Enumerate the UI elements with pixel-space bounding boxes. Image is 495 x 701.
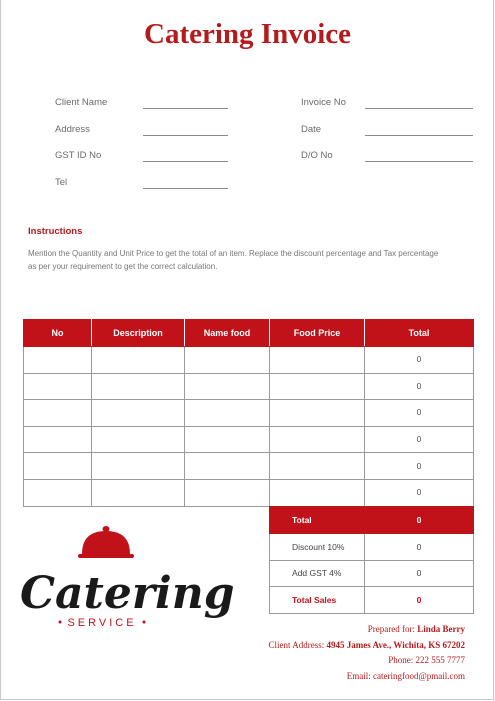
prepared-for-label: Prepared for: bbox=[367, 624, 415, 634]
gst-id-field[interactable] bbox=[143, 161, 228, 162]
table-row bbox=[24, 453, 474, 480]
client-address-value: 4945 James Ave., Wichita, KS 67202 bbox=[326, 639, 465, 650]
cell-no[interactable] bbox=[24, 479, 92, 506]
cell-no[interactable] bbox=[24, 426, 92, 453]
cell-total: 0 bbox=[365, 400, 474, 427]
cell-description[interactable] bbox=[92, 347, 185, 374]
cell-food-price[interactable] bbox=[270, 347, 365, 374]
cell-description[interactable] bbox=[92, 400, 185, 427]
summary-discount-label: Discount 10% bbox=[270, 533, 365, 560]
instructions-heading: Instructions bbox=[28, 226, 83, 237]
summary-gst-value: 0 bbox=[365, 560, 474, 587]
client-name-label: Client Name bbox=[55, 97, 108, 108]
tel-field[interactable] bbox=[143, 188, 228, 189]
client-address-line bbox=[268, 638, 465, 654]
cell-name-food[interactable] bbox=[185, 400, 270, 427]
client-address-label: Client Address: bbox=[268, 639, 325, 650]
summary-total-label: Total bbox=[270, 507, 365, 534]
invoice-no-label: Invoice No bbox=[301, 97, 346, 108]
cell-description[interactable] bbox=[92, 479, 185, 506]
header-food-price: Food Price bbox=[270, 320, 365, 347]
summary-sales-label: Total Sales bbox=[270, 587, 365, 614]
table-row bbox=[24, 400, 474, 427]
cloche-icon bbox=[18, 522, 235, 637]
cell-total: 0 bbox=[365, 426, 474, 453]
header-description: Description bbox=[92, 320, 185, 347]
cell-description[interactable] bbox=[92, 426, 185, 453]
tel-label: Tel bbox=[55, 177, 68, 188]
cell-food-price[interactable] bbox=[270, 426, 365, 453]
date-field[interactable] bbox=[365, 135, 473, 136]
email-line: Email: cateringfood@pmail.com bbox=[346, 670, 465, 681]
cell-no[interactable] bbox=[24, 453, 92, 480]
instructions-text: Mention the Quantity and Unit Price to get the total of an item. Replace the discount percentage and Tax percentage as per your requirement to get the correct calculation. bbox=[28, 249, 439, 271]
do-no-label: D/O No bbox=[301, 150, 333, 161]
summary-total-row bbox=[270, 507, 474, 534]
date-label: Date bbox=[301, 124, 322, 135]
cell-total: 0 bbox=[365, 479, 474, 506]
cell-food-price[interactable] bbox=[270, 479, 365, 506]
client-name-field[interactable] bbox=[143, 108, 228, 109]
address-field[interactable] bbox=[143, 135, 228, 136]
cell-food-price[interactable] bbox=[270, 400, 365, 427]
prepared-block bbox=[268, 622, 465, 684]
logo-script-text: Catering bbox=[20, 568, 235, 619]
items-table bbox=[23, 319, 474, 507]
cell-no[interactable] bbox=[24, 373, 92, 400]
summary-gst-label: Add GST 4% bbox=[270, 560, 365, 587]
table-row bbox=[24, 347, 474, 374]
summary-discount-value: 0 bbox=[365, 533, 474, 560]
cell-name-food[interactable] bbox=[185, 453, 270, 480]
table-header-row bbox=[24, 320, 474, 347]
table-row bbox=[24, 426, 474, 453]
cell-description[interactable] bbox=[92, 373, 185, 400]
cell-description[interactable] bbox=[92, 453, 185, 480]
summary-sales-row bbox=[270, 587, 474, 614]
invoice-no-field[interactable] bbox=[365, 108, 473, 109]
gst-id-label: GST ID No bbox=[55, 150, 102, 161]
summary-gst-row bbox=[270, 560, 474, 587]
table-row bbox=[24, 373, 474, 400]
summary-discount-row bbox=[270, 533, 474, 560]
cell-food-price[interactable] bbox=[270, 453, 365, 480]
do-no-field[interactable] bbox=[365, 161, 473, 162]
table-row bbox=[24, 479, 474, 506]
cell-name-food[interactable] bbox=[185, 426, 270, 453]
summary-total-value: 0 bbox=[365, 507, 474, 534]
cell-total: 0 bbox=[365, 453, 474, 480]
cell-no[interactable] bbox=[24, 347, 92, 374]
summary-sales-value: 0 bbox=[365, 587, 474, 614]
header-no: No bbox=[24, 320, 92, 347]
header-total: Total bbox=[365, 320, 474, 347]
cell-total: 0 bbox=[365, 347, 474, 374]
address-label: Address bbox=[55, 124, 90, 135]
prepared-for-name: Linda Berry bbox=[417, 624, 465, 634]
prepared-for-line bbox=[268, 622, 465, 638]
cell-name-food[interactable] bbox=[185, 479, 270, 506]
page-title: Catering Invoice bbox=[144, 18, 351, 50]
cell-food-price[interactable] bbox=[270, 373, 365, 400]
cell-name-food[interactable] bbox=[185, 347, 270, 374]
cell-no[interactable] bbox=[24, 400, 92, 427]
cell-name-food[interactable] bbox=[185, 373, 270, 400]
phone-line: Phone: 222 555 7777 bbox=[388, 655, 465, 665]
catering-logo bbox=[18, 522, 235, 637]
summary-table bbox=[269, 506, 474, 614]
cell-total: 0 bbox=[365, 373, 474, 400]
logo-sub-text: SERVICE bbox=[67, 617, 137, 629]
header-name-food: Name food bbox=[185, 320, 270, 347]
